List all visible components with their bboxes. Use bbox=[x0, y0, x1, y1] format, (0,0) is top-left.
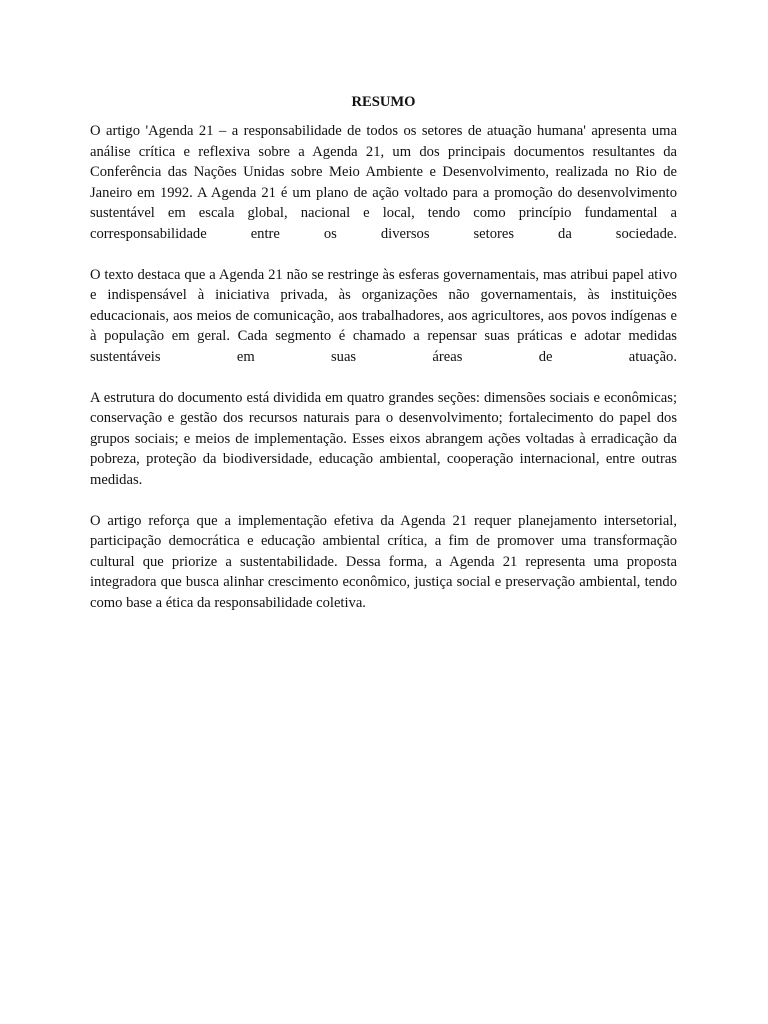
paragraph-1: O artigo 'Agenda 21 – a responsabilidade de todos os setores de atuação humana' apresenta uma análise crítica e reflexiva sobre a Agenda 21, um dos principais documentos resultantes da Conferência das Nações Unidas sobre Meio Ambiente e Desenvolvimento, realizada no Rio de Janeiro em 1992. A Agenda 21 é um plano de ação voltado para a promoção do desenvolvimento sustentável em escala global, nacional e local, tendo como princípio fundamental a corresponsabilidade entre os diversos setores da sociedade. bbox=[90, 123, 677, 242]
paragraph-3: A estrutura do documento está dividida em quatro grandes seções: dimensões sociais e econômicas; conservação e gestão dos recursos naturais para o desenvolvimento; fortalecimento do papel dos grupos sociais; e meios de implementação. Esses eixos abrangem ações voltadas à erradicação da pobreza, proteção da biodiversidade, educação ambiental, cooperação internacional, entre outras medidas. bbox=[90, 389, 677, 488]
paragraph-4: O artigo reforça que a implementação efetiva da Agenda 21 requer planejamento intersetorial, participação democrática e educação ambiental crítica, a fim de promover uma transformação cultural que priorize a sustentabilidade. Dessa forma, a Agenda 21 representa uma proposta integradora que busca alinhar crescimento econômico, justiça social e preservação ambiental, tendo como base a ética da responsabilidade coletiva. bbox=[90, 512, 677, 611]
paragraph-2: O texto destaca que a Agenda 21 não se restringe às esferas governamentais, mas atribui papel ativo e indispensável à iniciativa privada, às organizações não governamentais, às instituições educacionais, aos meios de comunicação, aos trabalhadores, aos agricultores, aos povos indígenas e à população em geral. Cada segmento é chamado a repensar suas práticas e adotar medidas sustentáveis em suas áreas de atuação. bbox=[90, 266, 677, 365]
document-title: RESUMO bbox=[351, 94, 416, 110]
document-body bbox=[90, 92, 677, 633]
